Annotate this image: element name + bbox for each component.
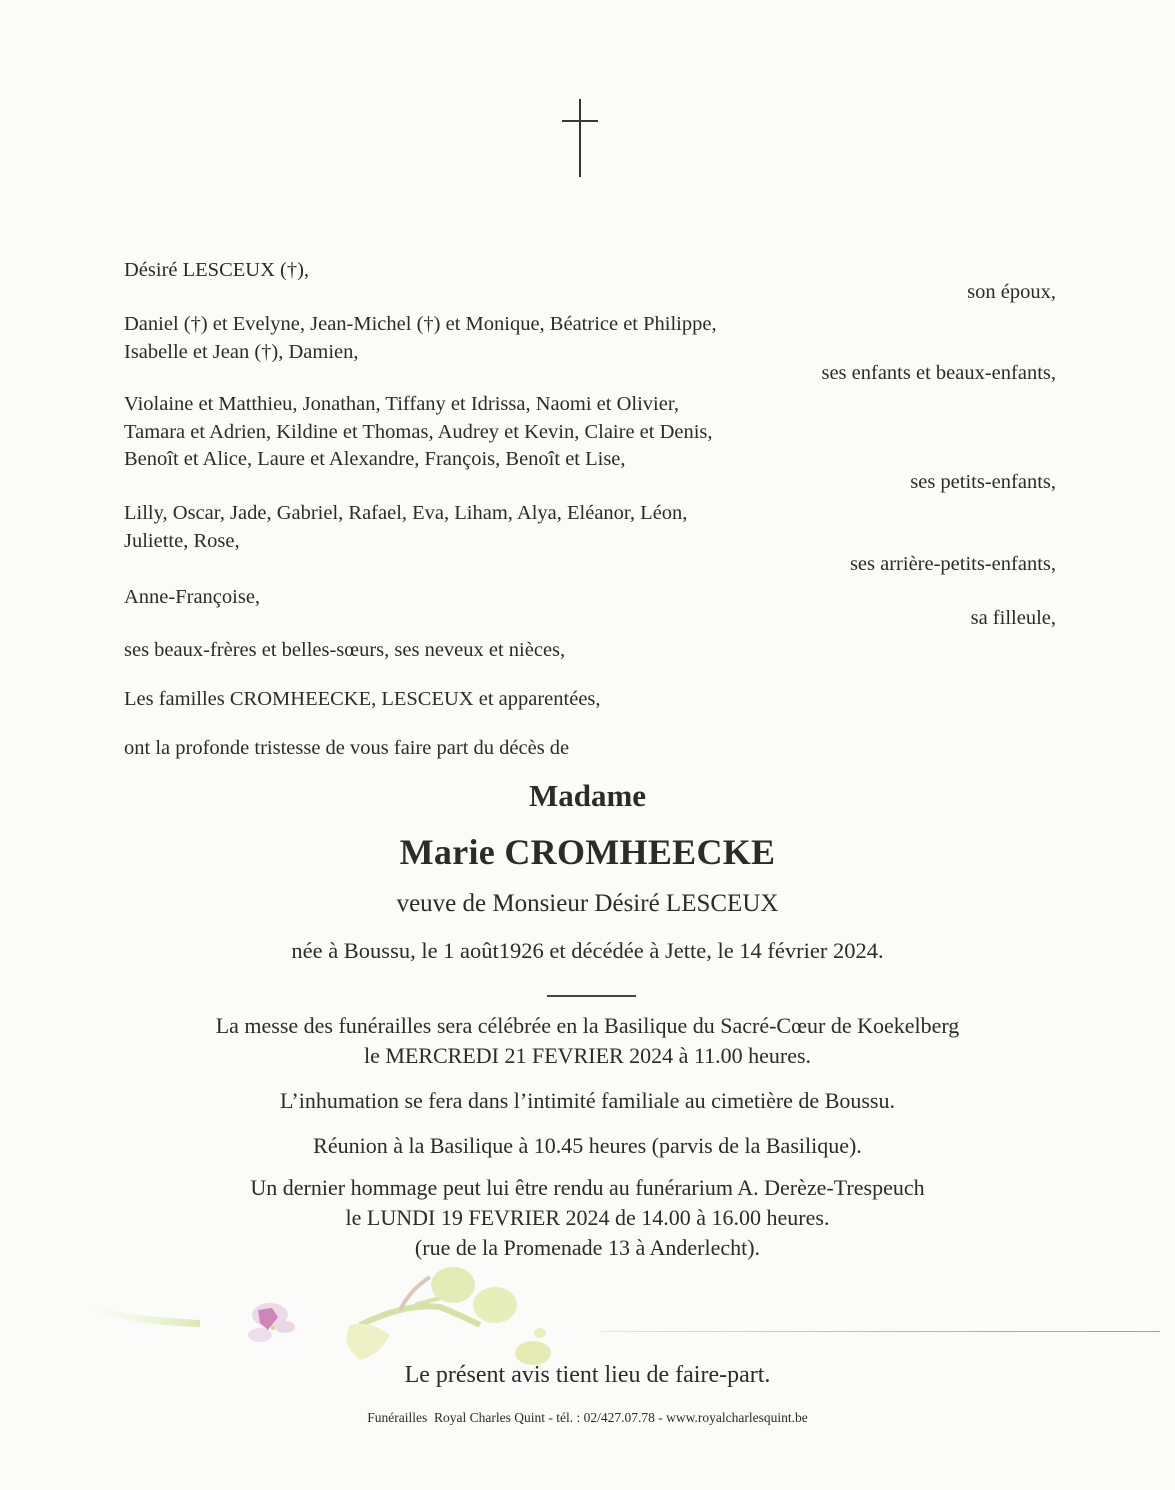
grandchildren-line-1: Violaine et Matthieu, Jonathan, Tiffany et Idrissa, Naomi et Olivier, (124, 393, 679, 415)
announcement: ont la profonde tristesse de vous faire part du décès de (124, 737, 570, 759)
grandchildren-line-3: Benoît et Alice, Laure et Alexandre, François, Benoît et Lise, (124, 448, 626, 470)
funeral-home-footer: Funérailles Royal Charles Quint - tél. : 02/427.07.78 - www.royalcharlesquint.be (367, 1410, 808, 1425)
meeting-info: Réunion à la Basilique à 10.45 heures (parvis de la Basilique). (313, 1133, 862, 1158)
children-line-1: Daniel (†) et Evelyne, Jean-Michel (†) et Monique, Béatrice et Philippe, (124, 313, 717, 335)
deceased-name: Marie CROMHEECKE (399, 832, 776, 872)
tribute-line-1: Un dernier hommage peut lui être rendu au funérarium A. Derèze-Trespeuch (250, 1175, 925, 1200)
children-relation: ses enfants et beaux-enfants, (821, 362, 1056, 384)
great-grandchildren-line-1: Lilly, Oscar, Jade, Gabriel, Rafael, Eva, Liham, Alya, Eléanor, Léon, (124, 502, 688, 524)
spouse-relation: son époux, (967, 281, 1056, 303)
spouse-names: Désiré LESCEUX (†), (124, 259, 310, 281)
orchid-branch-decoration (60, 1255, 620, 1365)
mass-line-2: le MERCREDI 21 FEVRIER 2024 à 11.00 heures. (363, 1043, 812, 1068)
decorative-line (600, 1331, 1160, 1332)
widow-of: veuve de Monsieur Désiré LESCEUX (396, 890, 779, 917)
mass-line-1: La messe des funérailles sera célébrée en la Basilique du Sacré-Cœur de Koekelberg (215, 1013, 960, 1038)
orchid-buds (347, 1267, 551, 1365)
great-grandchildren-relation: ses arrière-petits-enfants, (849, 553, 1056, 575)
tribute-line-3: (rue de la Promenade 13 à Anderlecht). (414, 1235, 761, 1260)
birth-death-dates: née à Boussu, le 1 août1926 et décédée à Jette, le 14 février 2024. (291, 938, 884, 963)
goddaughter-names: Anne-Françoise, (124, 586, 261, 608)
closing-note: Le présent avis tient lieu de faire-part. (404, 1362, 771, 1388)
orchid-flower (248, 1303, 295, 1342)
goddaughter-relation: sa filleule, (970, 607, 1056, 629)
tribute-line-2: le LUNDI 19 FEVRIER 2024 de 14.00 à 16.00 heures. (345, 1205, 830, 1230)
families: Les familles CROMHEECKE, LESCEUX et apparentées, (124, 688, 601, 710)
burial-info: L’inhumation se fera dans l’intimité familiale au cimetière de Boussu. (279, 1088, 895, 1113)
children-line-2: Isabelle et Jean (†), Damien, (124, 341, 359, 363)
in-laws: ses beaux-frères et belles-sœurs, ses neveux et nièces, (124, 639, 566, 661)
cross-horizontal-bar (562, 120, 598, 122)
great-grandchildren-line-2: Juliette, Rose, (124, 530, 240, 552)
separator (547, 995, 636, 997)
grandchildren-relation: ses petits-enfants, (910, 471, 1056, 493)
leaf-stem (80, 1303, 200, 1327)
grandchildren-line-2: Tamara et Adrien, Kildine et Thomas, Audrey et Kevin, Claire et Denis, (124, 421, 713, 443)
deceased-title: Madame (528, 778, 647, 813)
cross-vertical-bar (579, 99, 581, 177)
